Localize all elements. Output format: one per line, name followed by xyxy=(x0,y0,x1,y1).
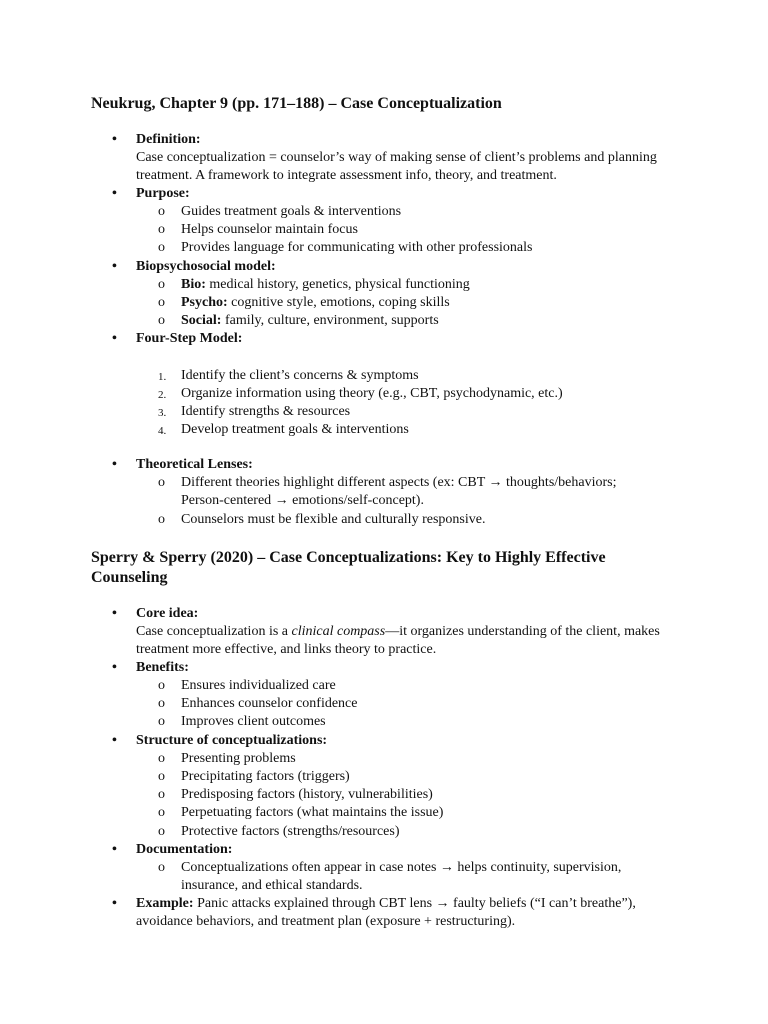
bullet-benefits: • Benefits: xyxy=(112,660,189,675)
bullet-biopsychosocial: • Biopsychosocial model: xyxy=(112,259,276,274)
biopsychosocial-label: Biopsychosocial model: xyxy=(136,259,276,274)
list-item: o Psycho: cognitive style, emotions, coping skills xyxy=(158,295,450,310)
list-item: o Perpetuating factors (what maintains the issue) xyxy=(158,805,444,820)
numbered-item: 4. Develop treatment goals & interventions xyxy=(158,422,409,437)
list-item: o Different theories highlight different aspects (ex: CBT → thoughts/behaviors; Person-centered → emotions/self-concept). xyxy=(158,475,617,508)
list-item: o Guides treatment goals & interventions xyxy=(158,204,402,219)
bullet-four-step: • Four-Step Model: xyxy=(112,331,243,346)
bullet-structure: • Structure of conceptualizations: xyxy=(112,733,328,748)
list-item: o Bio: medical history, genetics, physical functioning xyxy=(158,277,470,292)
definition-label: Definition: xyxy=(136,132,201,147)
list-item: o Protective factors (strengths/resources) xyxy=(158,824,400,839)
benefits-label: Benefits: xyxy=(136,660,189,675)
list-item: o Enhances counselor confidence xyxy=(158,696,358,711)
numbered-item: 2. Organize information using theory (e.g., CBT, psychodynamic, etc.) xyxy=(158,386,563,401)
bullet-documentation: • Documentation: xyxy=(112,842,233,857)
example-text: Panic attacks explained through CBT lens → faulty beliefs (“I can’t breathe”), avoidance behaviors, and treatment plan (exposure + restructuring). xyxy=(136,896,636,929)
four-step-label: Four-Step Model: xyxy=(136,331,243,346)
list-item: o Counselors must be flexible and culturally responsive. xyxy=(158,512,486,527)
example-label: Example: xyxy=(136,896,194,911)
bullet-theoretical-lenses: • Theoretical Lenses: xyxy=(112,457,253,472)
list-item: o Predisposing factors (history, vulnerabilities) xyxy=(158,787,433,802)
bullet-example: • Example: Panic attacks explained through CBT lens → faulty beliefs (“I can’t breathe”), avoidance behaviors, and treatment plan (exposure + restructuring). xyxy=(112,896,636,929)
bullet-purpose: • Purpose: xyxy=(112,186,190,201)
list-item: o Social: family, culture, environment, supports xyxy=(158,313,439,328)
list-item: o Improves client outcomes xyxy=(158,714,326,729)
list-item: o Helps counselor maintain focus xyxy=(158,222,358,237)
structure-label: Structure of conceptualizations: xyxy=(136,733,328,748)
list-item: o Precipitating factors (triggers) xyxy=(158,769,350,784)
section-heading-sperry: Sperry & Sperry (2020) – Case Conceptualizations: Key to Highly Effective Counseling xyxy=(91,549,606,586)
documentation-label: Documentation: xyxy=(136,842,233,857)
list-item: o Presenting problems xyxy=(158,751,296,766)
numbered-item: 1. Identify the client’s concerns & symptoms xyxy=(158,368,419,383)
bullet-definition: • Definition: Case conceptualization = counselor’s way of making sense of client’s problems and planning treatment. A framework to integrate assessment info, theory, and treatment. xyxy=(112,131,672,185)
core-label: Core idea: xyxy=(136,606,199,621)
list-item: o Conceptualizations often appear in case notes → helps continuity, supervision, insurance, and ethical standards. xyxy=(158,860,622,893)
definition-text: Case conceptualization = counselor’s way of making sense of client’s problems and planning treatment. A framework to integrate assessment info, theory, and treatment. xyxy=(136,150,657,183)
bullet-core-idea: • Core idea: Case conceptualization is a clinical compass—it organizes understanding of the client, makes treatment more effective, and links theory to practice. xyxy=(112,605,672,659)
numbered-item: 3. Identify strengths & resources xyxy=(158,404,351,419)
section-heading-neukrug: Neukrug, Chapter 9 (pp. 171–188) – Case Conceptualization xyxy=(91,95,502,112)
list-item: o Provides language for communicating with other professionals xyxy=(158,240,533,255)
lenses-label: Theoretical Lenses: xyxy=(136,457,253,472)
list-item: o Ensures individualized care xyxy=(158,678,336,693)
purpose-label: Purpose: xyxy=(136,186,190,201)
